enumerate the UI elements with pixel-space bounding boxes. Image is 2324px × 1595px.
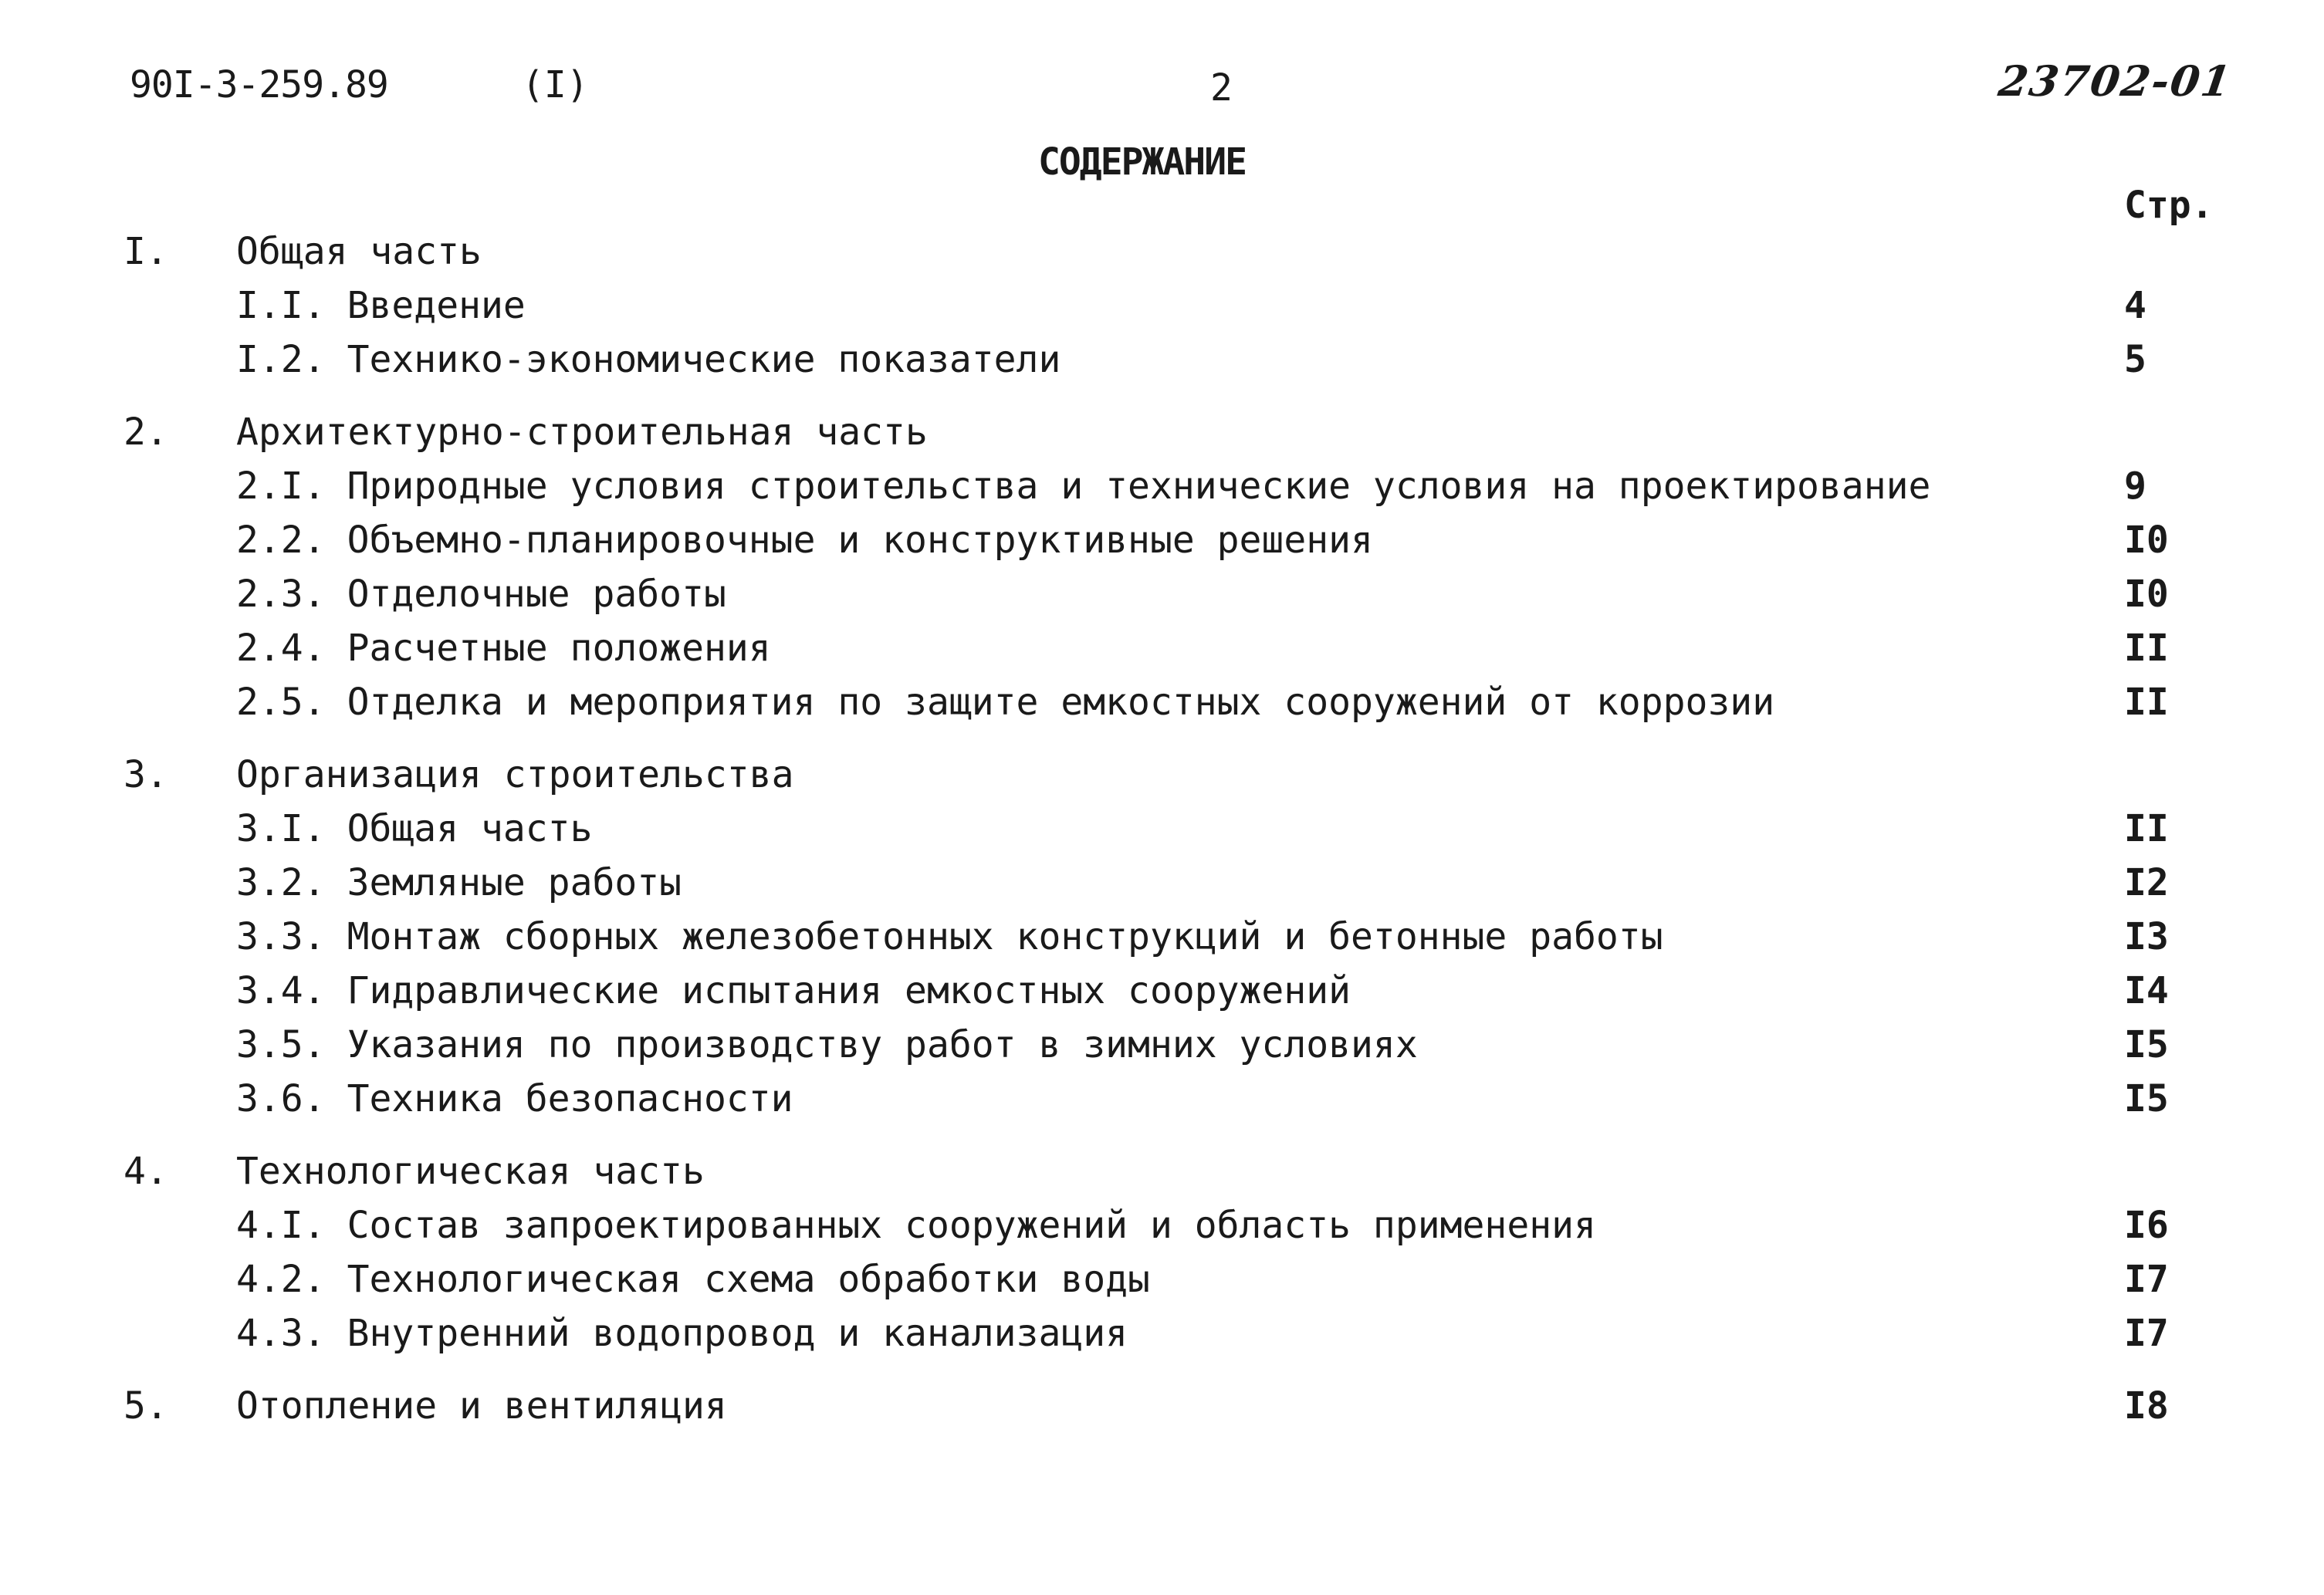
issue-number: (I) [522, 63, 589, 106]
toc-page-number: I7 [2124, 1258, 2169, 1301]
toc-subsection-number: 2.3. [236, 573, 326, 616]
toc-page-number: I5 [2124, 1023, 2169, 1066]
toc-subsection-row [0, 517, 2324, 563]
toc-subsection-title: Гидравлические испытания емкостных сооружений [347, 969, 1351, 1012]
toc-subsection-number: 4.I. [236, 1204, 326, 1247]
toc-subsection-title: Внутренний водопровод и канализация [347, 1312, 1128, 1355]
toc-page-number: I8 [2124, 1384, 2169, 1428]
toc-subsection-number: 2.2. [236, 519, 326, 562]
toc-subsection-title: Монтаж сборных железобетонных конструкций и бетонные работы [347, 915, 1663, 958]
toc-page-number: I6 [2124, 1204, 2169, 1247]
toc-subsection-number: 3.2. [236, 861, 326, 904]
toc-subsection-entry [236, 806, 592, 852]
toc-section-title: Технологическая часть [236, 1150, 705, 1193]
toc-page-number: II [2124, 627, 2169, 670]
toc-subsection-row [0, 282, 2324, 329]
toc-section-title: Архитектурно-строительная часть [236, 411, 928, 454]
toc-section-row [0, 752, 2324, 798]
toc-section-number: 3. [123, 753, 168, 796]
toc-subsection-row [0, 1076, 2324, 1122]
toc-subsection-number: 4.3. [236, 1312, 326, 1355]
toc-page-number: I4 [2124, 969, 2169, 1012]
toc-section-title: Отопление и вентиляция [236, 1384, 727, 1428]
toc-subsection-title: Отделочные работы [347, 573, 726, 616]
page-number: 2 [1210, 66, 1233, 110]
toc-subsection-row [0, 968, 2324, 1014]
toc-page-number: I3 [2124, 915, 2169, 958]
toc-subsection-number: 3.6. [236, 1077, 326, 1120]
toc-subsection-number: I.I. [236, 284, 326, 327]
toc-subsection-title: Общая часть [347, 807, 593, 850]
toc-subsection-number: 2.4. [236, 627, 326, 670]
toc-subsection-title: Объемно-планировочные и конструктивные решения [347, 519, 1373, 562]
toc-subsection-title: Введение [347, 284, 526, 327]
toc-subsection-entry [236, 914, 1663, 960]
toc-subsection-row [0, 1022, 2324, 1068]
toc-subsection-title: Техника безопасности [347, 1077, 793, 1120]
toc-section-title: Общая часть [236, 230, 482, 273]
toc-subsection-row [0, 1202, 2324, 1249]
toc-subsection-row [0, 679, 2324, 725]
toc-subsection-row [0, 1310, 2324, 1357]
page-column-label: Стр. [2124, 184, 2214, 227]
toc-section-row [0, 409, 2324, 455]
toc-subsection-entry [236, 463, 1930, 509]
toc-subsection-title: Состав запроектированных сооружений и область применения [347, 1204, 1596, 1247]
toc-subsection-title: Технико-экономические показатели [347, 338, 1061, 381]
toc-subsection-number: 3.5. [236, 1023, 326, 1066]
toc-subsection-title: Расчетные положения [347, 627, 771, 670]
toc-subsection-entry [236, 1022, 1418, 1068]
toc-subsection-number: 3.I. [236, 807, 326, 850]
toc-subsection-entry [236, 625, 771, 671]
toc-section-row [0, 1148, 2324, 1195]
toc-subsection-row [0, 914, 2324, 960]
toc-page-number: II [2124, 681, 2169, 724]
toc-section-row [0, 1383, 2324, 1429]
toc-section-title: Организация строительства [236, 753, 794, 796]
toc-section-number: I. [123, 230, 168, 273]
toc-section-number: 5. [123, 1384, 168, 1428]
archive-number-handwritten: 23702-01 [1995, 56, 2235, 106]
toc-subsection-entry [236, 679, 1774, 725]
toc-subsection-entry [236, 336, 1061, 383]
toc-subsection-entry [236, 571, 726, 617]
toc-subsection-number: 2.I. [236, 465, 326, 508]
toc-section-number: 2. [123, 411, 168, 454]
toc-subsection-row [0, 625, 2324, 671]
toc-subsection-number: 2.5. [236, 681, 326, 724]
toc-subsection-row [0, 571, 2324, 617]
toc-subsection-title: Отделка и мероприятия по защите емкостных сооружений от коррозии [347, 681, 1775, 724]
toc-subsection-row [0, 1256, 2324, 1303]
toc-section-row [0, 228, 2324, 275]
toc-subsection-entry [236, 517, 1373, 563]
toc-page-number: I0 [2124, 573, 2169, 616]
toc-subsection-number: 3.4. [236, 969, 326, 1012]
toc-subsection-row [0, 463, 2324, 509]
toc-subsection-entry [236, 860, 682, 906]
toc-page-number: I7 [2124, 1312, 2169, 1355]
toc-subsection-title: Природные условия строительства и технические условия на проектирование [347, 465, 1931, 508]
toc-page-number: 9 [2124, 465, 2146, 508]
toc-page-number: I2 [2124, 861, 2169, 904]
toc-subsection-number: I.2. [236, 338, 326, 381]
toc-subsection-number: 3.3. [236, 915, 326, 958]
toc-subsection-entry [236, 1076, 793, 1122]
toc-subsection-entry [236, 968, 1351, 1014]
document-code: 90I-3-259.89 [130, 63, 388, 106]
toc-subsection-title: Технологическая схема обработки воды [347, 1258, 1150, 1301]
toc-subsection-entry [236, 282, 526, 329]
toc-subsection-entry [236, 1310, 1128, 1357]
toc-subsection-entry [236, 1202, 1596, 1249]
toc-subsection-title: Указания по производству работ в зимних условиях [347, 1023, 1418, 1066]
toc-page-number: 4 [2124, 284, 2146, 327]
toc-section-number: 4. [123, 1150, 168, 1193]
toc-subsection-title: Земляные работы [347, 861, 682, 904]
toc-page-number: I0 [2124, 519, 2169, 562]
toc-page-number: I5 [2124, 1077, 2169, 1120]
toc-page-number: 5 [2124, 338, 2146, 381]
toc-subsection-entry [236, 1256, 1150, 1303]
toc-subsection-number: 4.2. [236, 1258, 326, 1301]
toc-page-number: II [2124, 807, 2169, 850]
page-title: СОДЕРЖАНИЕ [1038, 140, 1246, 184]
toc-subsection-row [0, 336, 2324, 383]
toc-subsection-row [0, 860, 2324, 906]
toc-subsection-row [0, 806, 2324, 852]
